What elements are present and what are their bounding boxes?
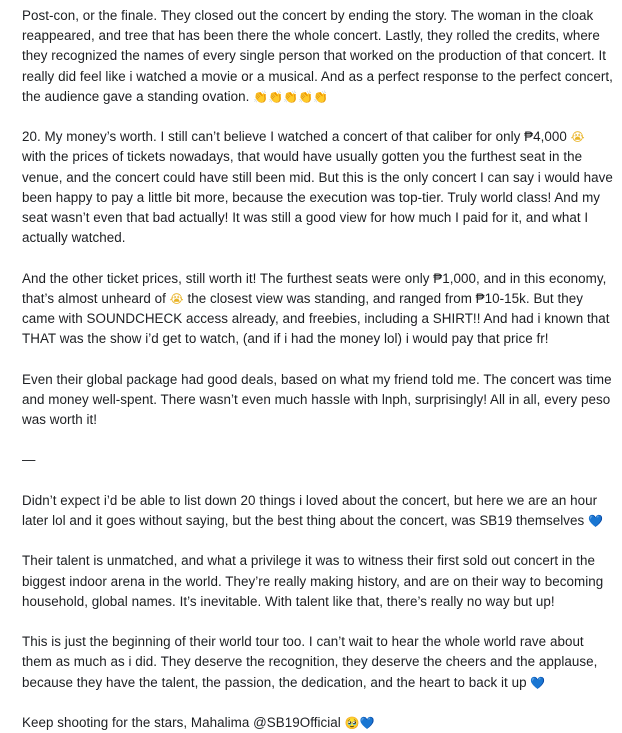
text-line: [22, 289, 608, 309]
text-line: This is just the beginning of their world tour too. I can’t wait to hear the whole world rave about: [22, 634, 584, 650]
paragraph-finale: [22, 6, 613, 107]
text-line: THAT was the show i’d get to watch, (and if i had the money lol) i would pay that price fr!: [22, 331, 549, 347]
crying-face-icon: 😭: [570, 130, 585, 145]
text-line: Their talent is unmatched, and what a privilege it was to witness their first sold out concert in the: [22, 553, 595, 569]
text-line: [22, 673, 608, 693]
divider-dash: —: [22, 452, 36, 468]
text-line: [22, 87, 608, 107]
paragraph-money-worth: [22, 127, 613, 248]
text-line: came with SOUNDCHECK access already, and freebies, including a SHIRT!! And had i known that: [22, 311, 610, 327]
blue-heart-icon: 💙: [530, 675, 546, 690]
paragraph-closing: [22, 713, 608, 733]
text-segment: 20. My money’s worth. I still can’t believe I watched a concert of that caliber for only ₱4,000: [22, 129, 567, 145]
text-line: [22, 511, 608, 531]
text-segment: because they have the talent, the passion, the dedication, and the heart to back it up: [22, 674, 527, 690]
text-line: venue, and the concert could have still been mid. But this is the only concert I can say i would have: [22, 169, 613, 185]
text-line: [22, 713, 608, 733]
text-line: biggest indoor arena in the world. They’re really making history, and are on their way to becoming: [22, 573, 604, 589]
teary-face-and-blue-heart-icon: 🥹💙: [344, 715, 375, 730]
text-line: Even their global package had good deals, based on what my friend told me. The concert was time: [22, 371, 612, 387]
text-line: them as much as i did. They deserve the recognition, they deserve the cheers and the applause,: [22, 654, 598, 670]
crying-face-icon: 😭: [169, 291, 184, 306]
text-line: household, global names. It’s inevitable. With talent like that, there’s really no way but up!: [22, 593, 555, 609]
text-segment: the closest view was standing, and ranged from ₱10-15k. But they: [183, 290, 583, 306]
text-segment: later lol and it goes without saying, but the best thing about the concert, was SB19 themselves: [22, 513, 585, 528]
text-line: [22, 127, 608, 147]
text-segment: that’s almost unheard of: [22, 290, 166, 306]
text-line: And the other ticket prices, still worth it! The furthest seats were only ₱1,000, and in this economy,: [22, 270, 607, 286]
text-line: really did feel like i watched a movie or a musical. And as a perfect response to the perfect concert,: [22, 68, 613, 84]
blue-heart-icon: 💙: [588, 514, 604, 528]
text-line: Didn’t expect i’d be able to list down 20 things i loved about the concert, but here we are an hour: [22, 492, 598, 508]
paragraph-global-package: [22, 370, 612, 431]
clapping-hands-icon: 👏👏👏👏👏: [253, 89, 329, 104]
text-line: with the prices of tickets nowadays, that would have usually gotten you the furthest seat in the: [22, 149, 583, 165]
text-line: reappeared, and tree that has been there the whole concert. Lastly, they rolled the credits, where: [22, 28, 600, 44]
text-line: was worth it!: [22, 412, 98, 428]
text-segment: the audience gave a standing ovation.: [22, 88, 250, 104]
text-line: Post-con, or the finale. They closed out the concert by ending the story. The woman in the cloak: [22, 8, 594, 23]
text-segment: Keep shooting for the stars, Mahalima @SB19Official: [22, 714, 341, 730]
paragraph-talent: [22, 551, 608, 612]
text-line: been happy to pay a little bit more, because the execution was top-tier. Truly world class! And my: [22, 189, 601, 205]
text-line: they recognized the names of every single person that worked on the production of that concert. It: [22, 48, 607, 64]
divider: [22, 450, 608, 470]
paragraph-20-things: [22, 491, 608, 531]
paragraph-ticket-prices: [22, 269, 608, 350]
text-line: actually watched.: [22, 230, 126, 246]
paragraph-world-tour: [22, 632, 608, 693]
text-line: seat wasn’t even that bad actually! It was still a good view for how much I paid for it, and what I: [22, 210, 589, 226]
text-line: and money well-spent. There wasn’t even much hassle with lnph, surprisingly! All in all, every peso: [22, 391, 611, 407]
